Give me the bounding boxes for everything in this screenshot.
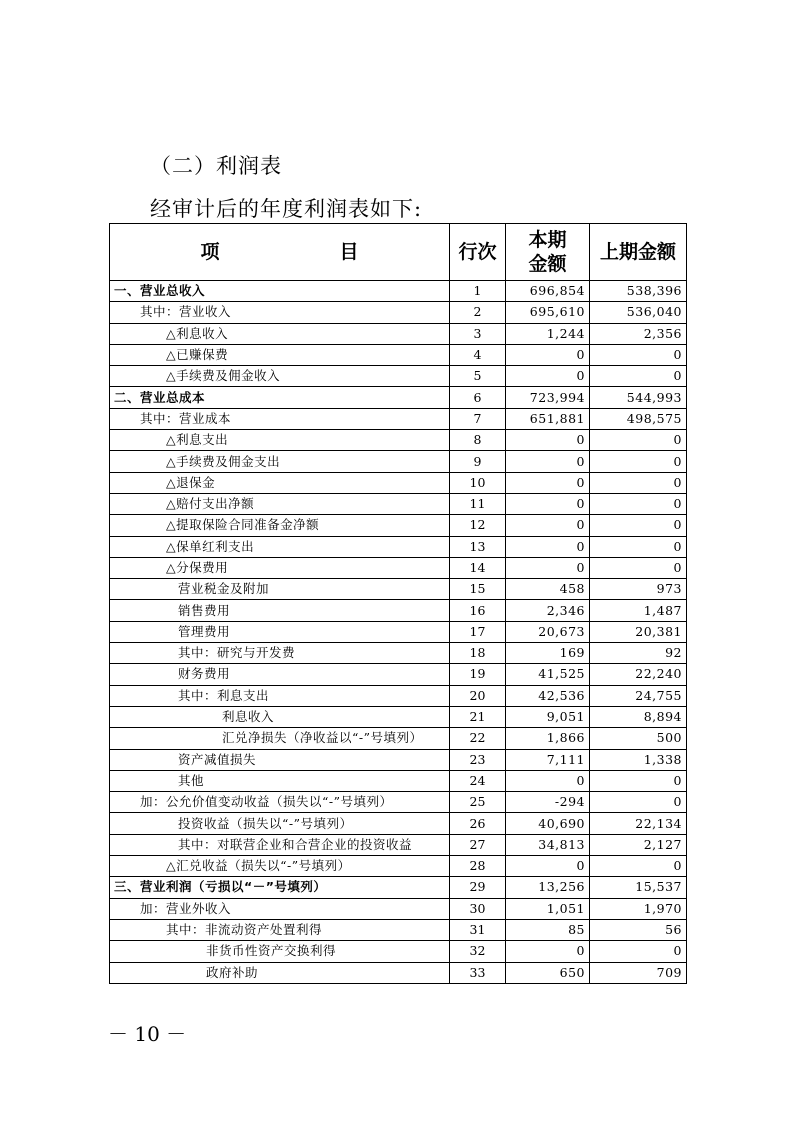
row-line-no: 2 [450,302,506,323]
row-previous-amount: 20,381 [590,621,687,642]
table-row [110,579,687,600]
row-previous-amount: 8,894 [590,706,687,727]
row-line-no: 22 [450,728,506,749]
row-previous-amount: 498,575 [590,408,687,429]
row-line-no: 20 [450,685,506,706]
header-item [110,224,450,281]
row-current-amount: 651,881 [506,408,590,429]
row-current-amount: 0 [506,515,590,536]
row-line-no: 30 [450,898,506,919]
row-item: 资产减值损失 [110,749,450,770]
row-line-no: 4 [450,344,506,365]
row-line-no: 32 [450,941,506,962]
row-line-no: 25 [450,792,506,813]
row-previous-amount: 24,755 [590,685,687,706]
table-row [110,877,687,898]
row-line-no: 14 [450,557,506,578]
table-row [110,430,687,451]
row-current-amount: 0 [506,536,590,557]
table-row [110,643,687,664]
row-previous-amount: 1,970 [590,898,687,919]
row-current-amount: 13,256 [506,877,590,898]
row-item: 利息收入 [110,706,450,727]
row-item: 汇兑净损失（净收益以“-”号填列） [110,728,450,749]
row-line-no: 16 [450,600,506,621]
table-row [110,664,687,685]
table-row [110,600,687,621]
row-current-amount: 41,525 [506,664,590,685]
row-previous-amount: 0 [590,451,687,472]
row-previous-amount: 0 [590,941,687,962]
table-row [110,749,687,770]
row-line-no: 3 [450,323,506,344]
table-row [110,834,687,855]
row-item: 一、营业总收入 [110,281,450,302]
row-item: △已赚保费 [110,344,450,365]
row-current-amount: 458 [506,579,590,600]
row-line-no: 31 [450,919,506,940]
table-body [110,281,687,984]
row-current-amount: 0 [506,366,590,387]
row-current-amount: -294 [506,792,590,813]
row-item: 政府补助 [110,962,450,983]
table-row [110,962,687,983]
row-item: 其他 [110,770,450,791]
row-current-amount: 1,051 [506,898,590,919]
row-previous-amount: 2,127 [590,834,687,855]
row-previous-amount: 56 [590,919,687,940]
row-previous-amount: 973 [590,579,687,600]
header-current-line2: 金额 [528,253,567,275]
table-row [110,493,687,514]
row-previous-amount: 0 [590,792,687,813]
table-row [110,344,687,365]
row-current-amount: 20,673 [506,621,590,642]
table-row [110,408,687,429]
table-row [110,557,687,578]
row-current-amount: 42,536 [506,685,590,706]
row-line-no: 7 [450,408,506,429]
row-line-no: 23 [450,749,506,770]
row-current-amount: 0 [506,856,590,877]
row-item: 加：公允价值变动收益（损失以“-”号填列） [110,792,450,813]
row-current-amount: 34,813 [506,834,590,855]
row-previous-amount: 538,396 [590,281,687,302]
row-current-amount: 0 [506,451,590,472]
row-line-no: 29 [450,877,506,898]
row-current-amount: 0 [506,472,590,493]
table-row [110,813,687,834]
row-current-amount: 0 [506,770,590,791]
table-row [110,536,687,557]
row-line-no: 26 [450,813,506,834]
row-previous-amount: 544,993 [590,387,687,408]
table-row [110,856,687,877]
table-row [110,302,687,323]
row-previous-amount: 15,537 [590,877,687,898]
row-previous-amount: 0 [590,472,687,493]
header-current-line1: 本期 [528,229,567,251]
row-item: 非货币性资产交换利得 [110,941,450,962]
row-line-no: 5 [450,366,506,387]
row-current-amount: 696,854 [506,281,590,302]
row-line-no: 1 [450,281,506,302]
row-line-no: 8 [450,430,506,451]
row-item: △退保金 [110,472,450,493]
row-line-no: 9 [450,451,506,472]
row-line-no: 21 [450,706,506,727]
row-current-amount: 85 [506,919,590,940]
row-item: 三、营业利润（亏损以“－”号填列） [110,877,450,898]
table-row [110,366,687,387]
row-line-no: 10 [450,472,506,493]
row-item: 其中：非流动资产处置利得 [110,919,450,940]
intro-text: 经审计后的年度利润表如下: [150,197,423,221]
row-previous-amount: 0 [590,430,687,451]
row-current-amount: 1,244 [506,323,590,344]
row-item: 财务费用 [110,664,450,685]
header-item-left: 项 [200,241,220,263]
row-previous-amount: 22,240 [590,664,687,685]
row-current-amount: 40,690 [506,813,590,834]
row-line-no: 12 [450,515,506,536]
row-item: 销售费用 [110,600,450,621]
row-previous-amount: 0 [590,493,687,514]
table-row [110,728,687,749]
table-row [110,792,687,813]
table-row [110,515,687,536]
row-item: 其中：营业成本 [110,408,450,429]
row-line-no: 24 [450,770,506,791]
row-line-no: 27 [450,834,506,855]
row-current-amount: 169 [506,643,590,664]
row-item: 营业税金及附加 [110,579,450,600]
row-previous-amount: 1,487 [590,600,687,621]
row-current-amount: 7,111 [506,749,590,770]
row-current-amount: 0 [506,941,590,962]
row-item: 二、营业总成本 [110,387,450,408]
row-previous-amount: 0 [590,770,687,791]
table-row [110,621,687,642]
row-current-amount: 650 [506,962,590,983]
table-row [110,770,687,791]
row-line-no: 6 [450,387,506,408]
row-current-amount: 0 [506,493,590,514]
row-current-amount: 9,051 [506,706,590,727]
row-previous-amount: 1,338 [590,749,687,770]
row-item: △汇兑收益（损失以“-”号填列） [110,856,450,877]
row-item: △分保费用 [110,557,450,578]
row-line-no: 15 [450,579,506,600]
table-row [110,706,687,727]
row-item: △利息收入 [110,323,450,344]
row-line-no: 13 [450,536,506,557]
header-item-right: 目 [339,241,359,263]
row-previous-amount: 709 [590,962,687,983]
table-row [110,941,687,962]
row-item: △提取保险合同准备金净额 [110,515,450,536]
row-previous-amount: 0 [590,856,687,877]
row-item: △保单红利支出 [110,536,450,557]
row-current-amount: 695,610 [506,302,590,323]
row-line-no: 28 [450,856,506,877]
row-line-no: 33 [450,962,506,983]
row-line-no: 19 [450,664,506,685]
row-item: 管理费用 [110,621,450,642]
row-previous-amount: 22,134 [590,813,687,834]
page-number: － 10 － [108,1022,187,1046]
row-item: 其中：营业收入 [110,302,450,323]
table-row [110,685,687,706]
header-previous: 上期金额 [590,224,687,281]
header-line-no: 行次 [450,224,506,281]
row-item: △利息支出 [110,430,450,451]
row-item: △手续费及佣金支出 [110,451,450,472]
table-row [110,919,687,940]
row-current-amount: 0 [506,557,590,578]
row-current-amount: 0 [506,344,590,365]
row-item: △手续费及佣金收入 [110,366,450,387]
table-row [110,387,687,408]
row-previous-amount: 0 [590,536,687,557]
row-current-amount: 723,994 [506,387,590,408]
table-header-row [110,224,687,281]
row-previous-amount: 536,040 [590,302,687,323]
table-row [110,323,687,344]
table-row [110,281,687,302]
row-item: △赔付支出净额 [110,493,450,514]
row-item: 其中：研究与开发费 [110,643,450,664]
row-current-amount: 0 [506,430,590,451]
row-line-no: 17 [450,621,506,642]
row-previous-amount: 2,356 [590,323,687,344]
section-heading: （二）利润表 [150,154,282,178]
table-row [110,472,687,493]
table-row [110,898,687,919]
row-previous-amount: 0 [590,515,687,536]
row-previous-amount: 0 [590,366,687,387]
row-item: 其中：利息支出 [110,685,450,706]
income-statement-table [109,223,687,984]
row-previous-amount: 500 [590,728,687,749]
row-item: 投资收益（损失以“-”号填列） [110,813,450,834]
row-current-amount: 1,866 [506,728,590,749]
row-item: 其中：对联营企业和合营企业的投资收益 [110,834,450,855]
row-line-no: 18 [450,643,506,664]
row-previous-amount: 92 [590,643,687,664]
row-previous-amount: 0 [590,557,687,578]
table-row [110,451,687,472]
row-item: 加：营业外收入 [110,898,450,919]
row-line-no: 11 [450,493,506,514]
row-previous-amount: 0 [590,344,687,365]
header-current [506,224,590,281]
row-current-amount: 2,346 [506,600,590,621]
